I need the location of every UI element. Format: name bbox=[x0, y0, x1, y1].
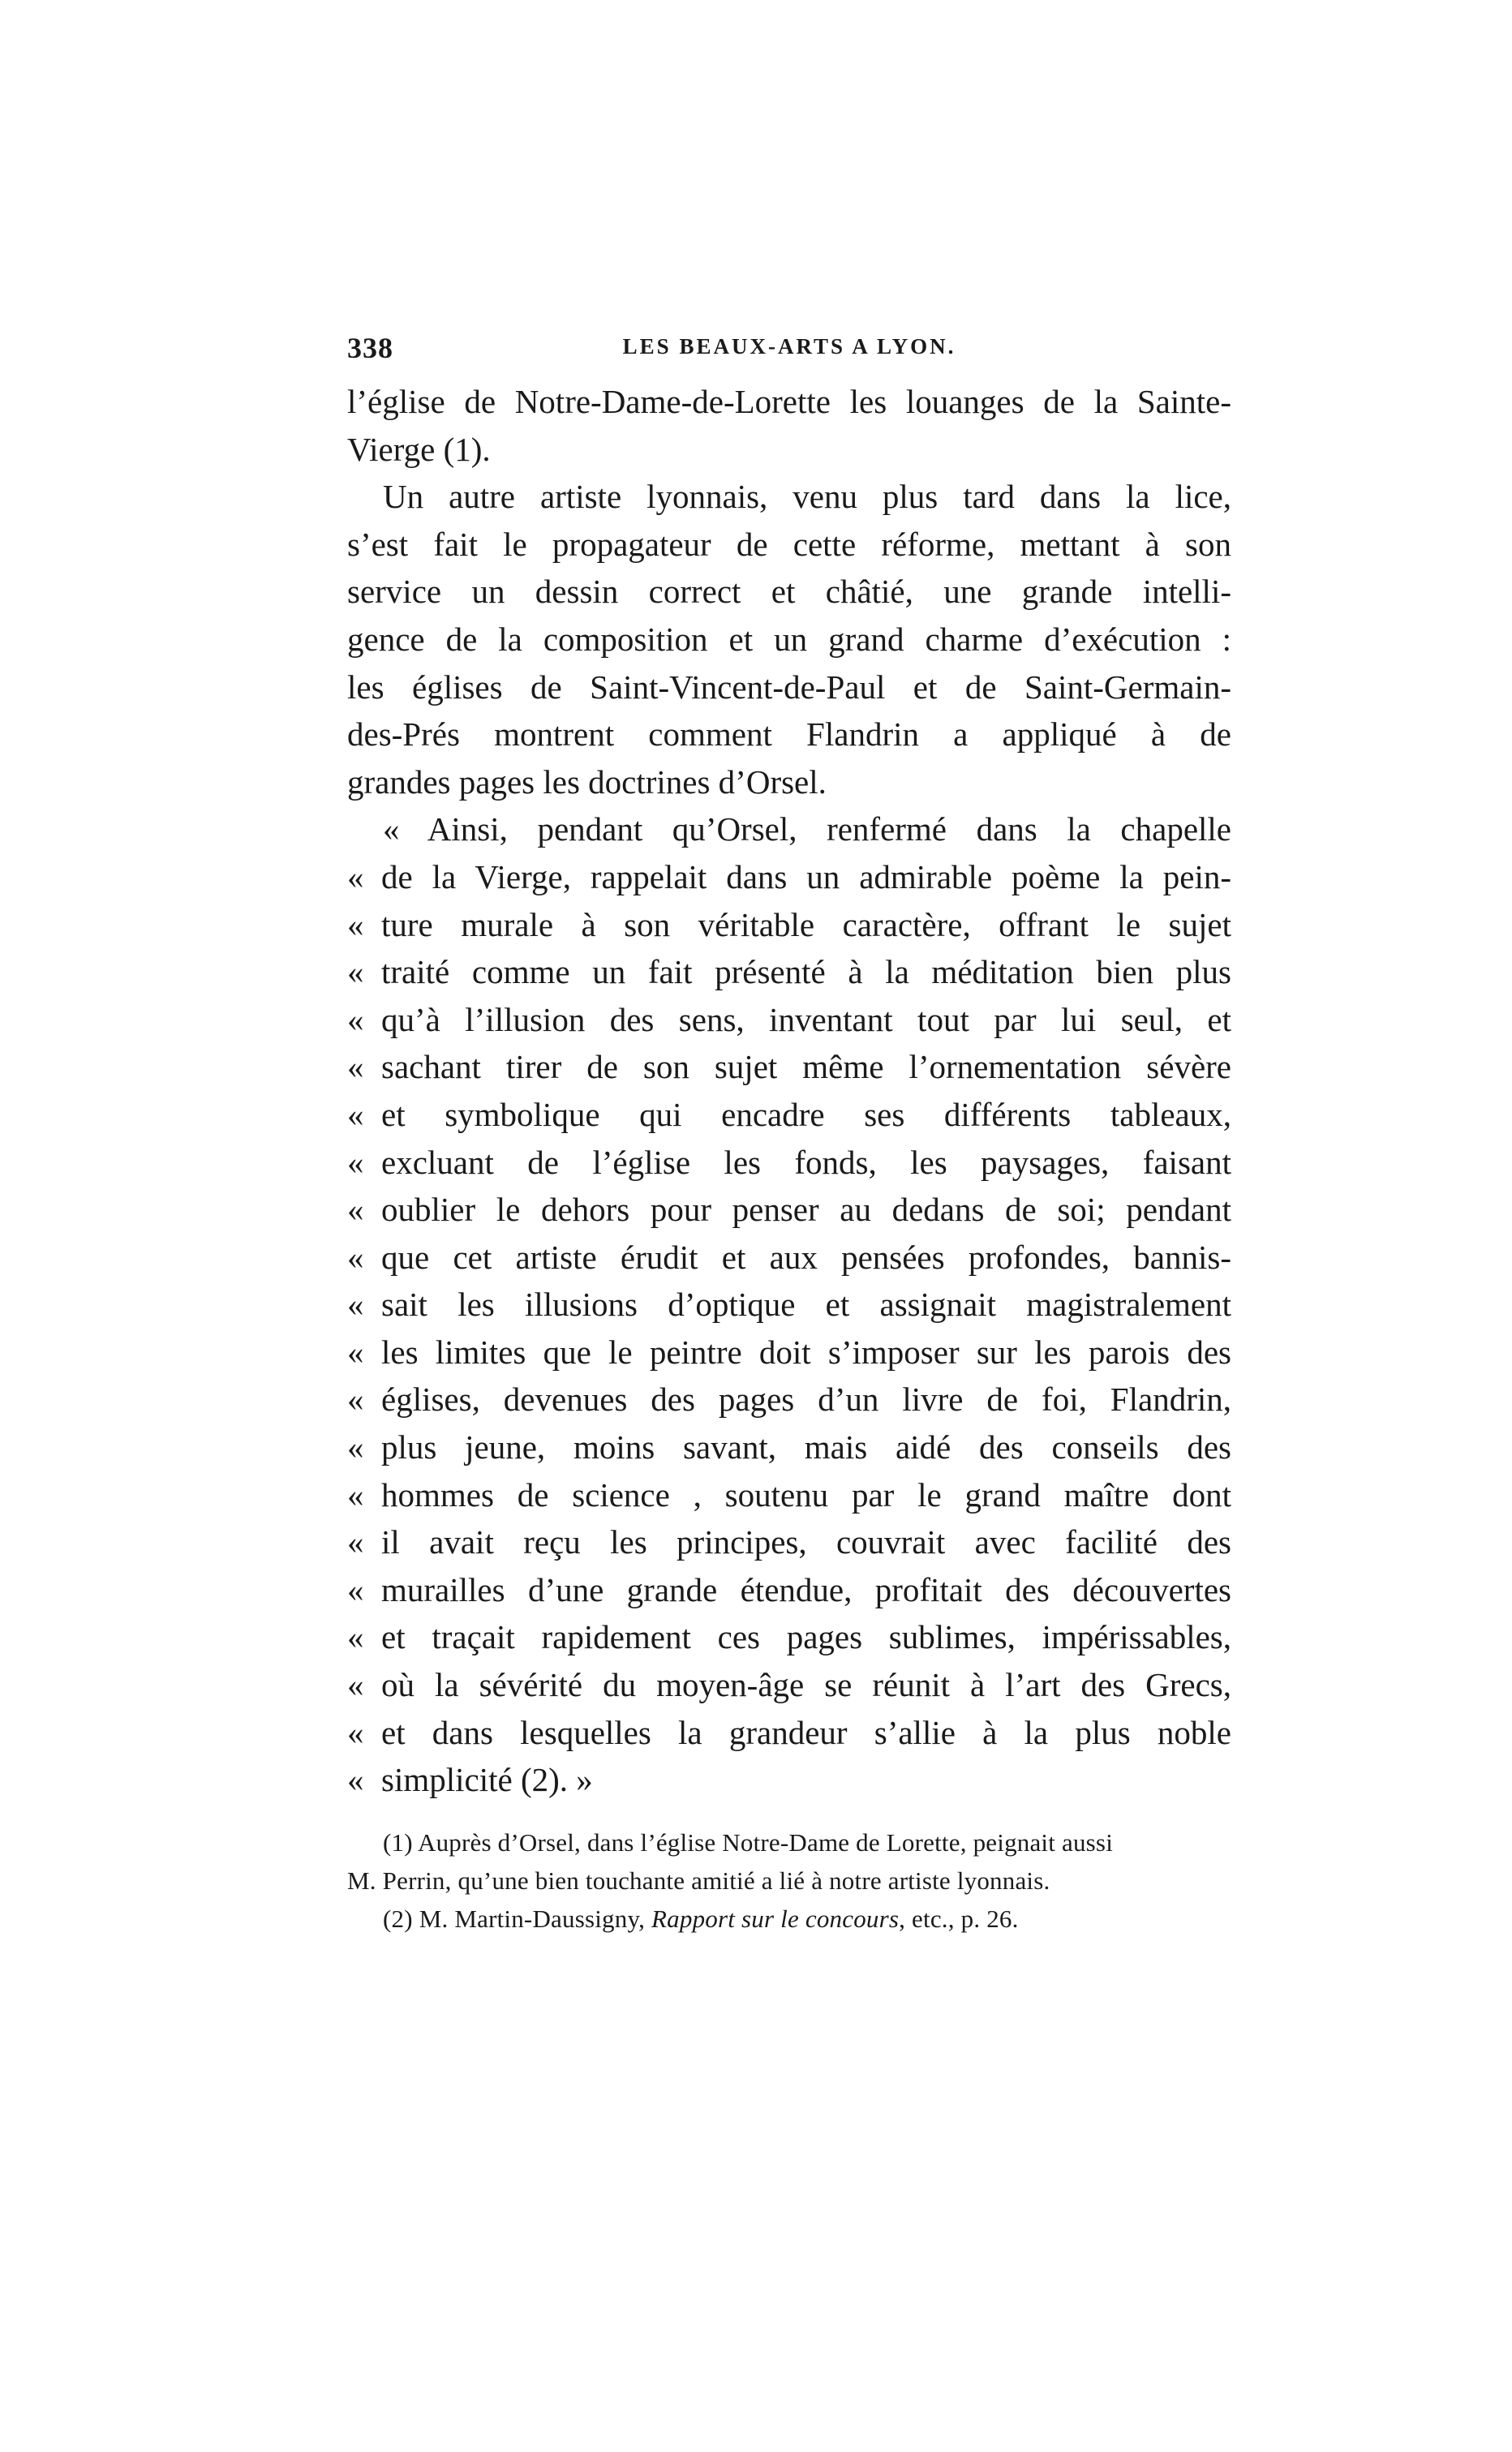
line-text: sachant tirer de son sujet même l’ornementation sévère bbox=[381, 1048, 1231, 1086]
text-line bbox=[347, 1091, 1231, 1139]
quote-mark: « bbox=[347, 1761, 364, 1799]
text-line bbox=[347, 996, 1231, 1044]
text-line bbox=[347, 1613, 1231, 1661]
quote-mark: « bbox=[347, 1570, 364, 1608]
footnote-1-line-2: M. Perrin, qu’une bien touchante amitié a lié à notre artiste lyonnais. bbox=[347, 1866, 1050, 1895]
text-line bbox=[347, 1376, 1231, 1424]
quote-mark: « bbox=[347, 1095, 364, 1133]
quote-mark: « bbox=[347, 1713, 364, 1751]
text-line bbox=[347, 1661, 1231, 1709]
quote-mark: « bbox=[347, 1523, 364, 1561]
line-text: les limites que le peintre doit s’imposer sur les parois des bbox=[381, 1333, 1231, 1371]
line-text: et traçait rapidement ces pages sublimes, impérissables, bbox=[381, 1618, 1231, 1656]
line-text: qu’à l’illusion des sens, inventant tout par lui seul, et bbox=[381, 1000, 1231, 1038]
page-header bbox=[347, 331, 1231, 371]
footnotes bbox=[347, 1823, 1231, 1938]
line-text: « Ainsi, pendant qu’Orsel, renfermé dans la chapelle bbox=[383, 810, 1231, 848]
line-text: il avait reçu les principes, couvrait avec facilité des bbox=[381, 1523, 1231, 1561]
text-line bbox=[347, 663, 1231, 711]
line-text: l’église de Notre-Dame-de-Lorette les louanges de la Sainte- bbox=[347, 383, 1231, 420]
text-line bbox=[347, 711, 1231, 758]
text-line bbox=[347, 616, 1231, 663]
line-text: les églises de Saint-Vincent-de-Paul et de Saint-Germain- bbox=[347, 668, 1231, 706]
line-text: Vierge (1). bbox=[347, 430, 491, 468]
running-title: LES BEAUX-ARTS A LYON. bbox=[622, 334, 956, 359]
quote-mark: « bbox=[347, 1238, 364, 1276]
line-text: excluant de l’église les fonds, les paysages, faisant bbox=[381, 1143, 1231, 1181]
line-text: sait les illusions d’optique et assignait magistralement bbox=[381, 1286, 1231, 1324]
quote-mark: « bbox=[347, 1428, 364, 1466]
line-text: ture murale à son véritable caractère, offrant le sujet bbox=[381, 905, 1231, 943]
line-text: où la sévérité du moyen-âge se réunit à l’art des Grecs, bbox=[381, 1666, 1231, 1704]
footnote-2 bbox=[347, 1900, 1231, 1938]
line-text: gence de la composition et un grand charme d’exécution : bbox=[347, 620, 1231, 658]
quote-mark: « bbox=[347, 1191, 364, 1229]
line-text: traité comme un fait présenté à la méditation bien plus bbox=[381, 953, 1231, 991]
line-text: simplicité (2). » bbox=[381, 1761, 593, 1799]
line-text: et dans lesquelles la grandeur s’allie à la plus noble bbox=[381, 1713, 1231, 1751]
text-line bbox=[347, 1234, 1231, 1282]
quote-mark: « bbox=[347, 1618, 364, 1656]
line-text: oublier le dehors pour penser au dedans de soi; pendant bbox=[381, 1191, 1231, 1229]
text-line bbox=[347, 1518, 1231, 1566]
text-line bbox=[347, 1424, 1231, 1471]
quote-mark: « bbox=[347, 1286, 364, 1324]
text-line bbox=[347, 568, 1231, 616]
quote-mark: « bbox=[347, 1333, 364, 1371]
text-line bbox=[347, 473, 1231, 521]
text-line bbox=[347, 1329, 1231, 1376]
footnote-1-line-1 bbox=[347, 1823, 1231, 1862]
line-text: hommes de science , soutenu par le grand maître dont bbox=[381, 1475, 1231, 1514]
text-line bbox=[347, 1756, 1231, 1804]
text-line bbox=[347, 521, 1231, 569]
page-number: 338 bbox=[347, 332, 393, 364]
line-text: des-Prés montrent comment Flandrin a appliqué à de bbox=[347, 715, 1231, 754]
quote-mark: « bbox=[347, 1381, 364, 1419]
text-line bbox=[347, 1139, 1231, 1187]
line-text: grandes pages les doctrines d’Orsel. bbox=[347, 762, 827, 801]
line-text: murailles d’une grande étendue, profitait des découvertes bbox=[381, 1570, 1231, 1608]
quote-mark: « bbox=[347, 1475, 364, 1514]
text-line bbox=[347, 1281, 1231, 1329]
text-line bbox=[347, 853, 1231, 901]
line-text: Un autre artiste lyonnais, venu plus tard dans la lice, bbox=[383, 478, 1231, 516]
line-text: service un dessin correct et châtié, une grande intelli- bbox=[347, 573, 1231, 611]
line-text: églises, devenues des pages d’un livre de foi, Flandrin, bbox=[381, 1381, 1231, 1419]
quote-mark: « bbox=[347, 1000, 364, 1038]
quote-mark: « bbox=[347, 1048, 364, 1086]
body-text bbox=[347, 378, 1231, 1804]
footnote-1-text: (1) Auprès d’Orsel, dans l’église Notre-Dame de Lorette, peignait aussi bbox=[383, 1828, 1114, 1857]
footnote-2-prefix: (2) M. Martin-Daussigny, bbox=[383, 1904, 652, 1933]
text-line bbox=[347, 1043, 1231, 1091]
quote-mark: « bbox=[347, 857, 364, 895]
line-text: s’est fait le propagateur de cette réforme, mettant à son bbox=[347, 525, 1231, 563]
footnote-2-title: Rapport sur le concours bbox=[651, 1904, 900, 1933]
quote-mark: « bbox=[347, 905, 364, 943]
footnote-2-suffix: , etc., p. 26. bbox=[899, 1904, 1019, 1933]
text-line bbox=[347, 1471, 1231, 1519]
text-line bbox=[347, 1566, 1231, 1614]
text-line bbox=[347, 901, 1231, 949]
line-text: que cet artiste érudit et aux pensées profondes, bannis- bbox=[381, 1238, 1231, 1276]
text-line bbox=[347, 378, 1231, 426]
text-line bbox=[347, 1709, 1231, 1757]
line-text: et symbolique qui encadre ses différents tableaux, bbox=[381, 1095, 1231, 1133]
line-text: plus jeune, moins savant, mais aidé des conseils des bbox=[381, 1428, 1231, 1466]
quote-mark: « bbox=[347, 1666, 364, 1704]
text-line bbox=[347, 805, 1231, 853]
text-line bbox=[347, 1186, 1231, 1234]
quote-mark: « bbox=[347, 1143, 364, 1181]
quote-mark: « bbox=[347, 953, 364, 991]
line-text: de la Vierge, rappelait dans un admirable poème la pein- bbox=[381, 857, 1231, 895]
text-line bbox=[347, 948, 1231, 996]
text-line bbox=[347, 758, 1231, 806]
text-line bbox=[347, 426, 1231, 474]
